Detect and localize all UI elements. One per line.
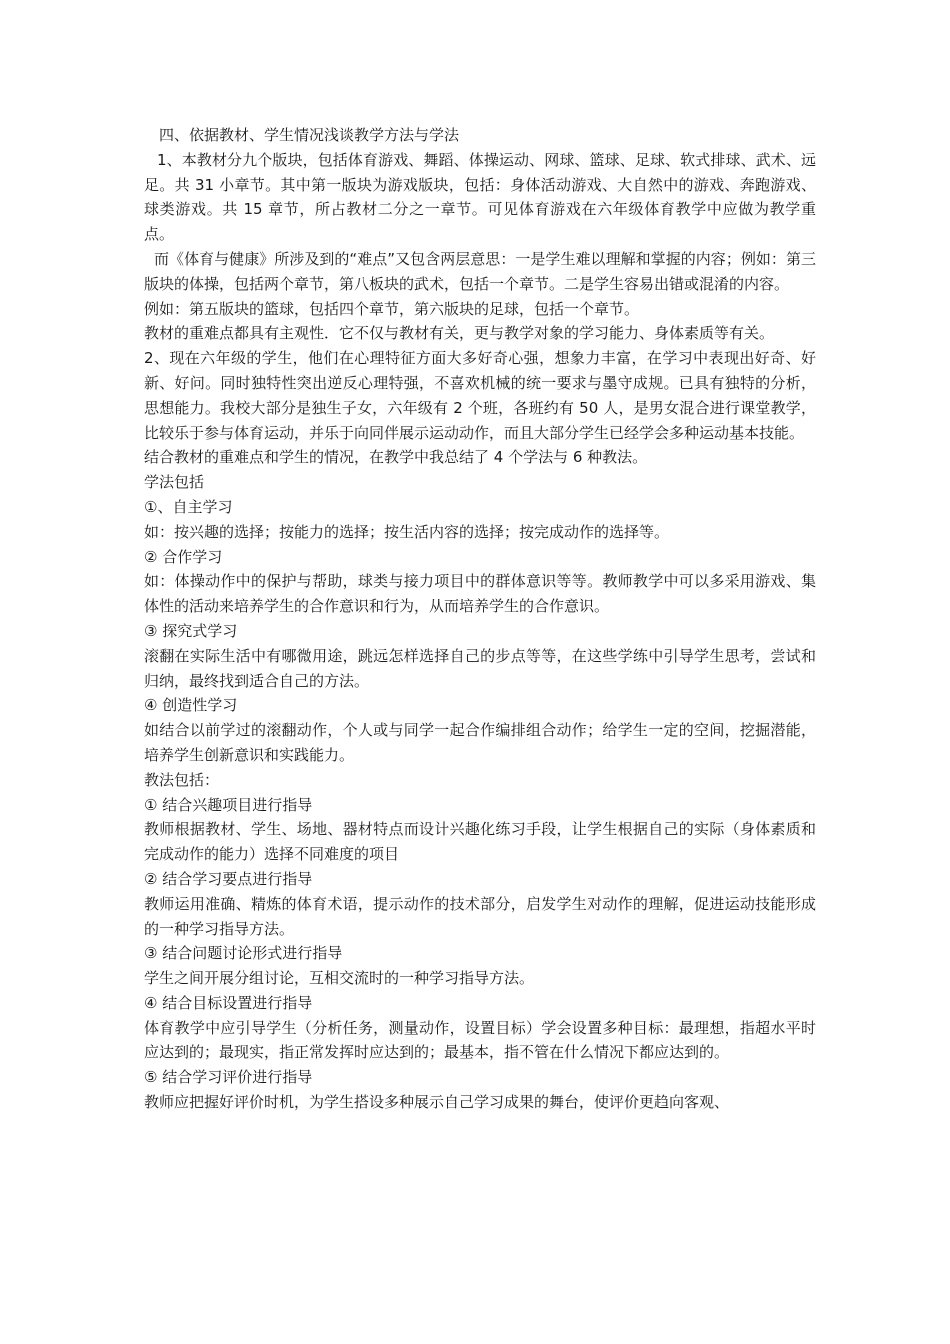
section-heading: 四、依据教材、学生情况浅谈教学方法与学法 (159, 126, 460, 144)
document-body (144, 123, 816, 1115)
learning-method-1-title: ①、自主学习 (144, 497, 233, 516)
learning-method-1-body: 如：按兴趣的选择；按能力的选择；按生活内容的选择；按完成动作的选择等。 (144, 522, 670, 541)
paragraph-summary: 结合教材的重难点和学生的情况，在教学中我总结了 4 个学法与 6 种教法。 (144, 448, 648, 467)
teaching-methods-heading: 教法包括： (144, 770, 220, 789)
teaching-method-2-body: 教师运用准确、精炼的体育术语，提示动作的技术部分，启发学生对动作的理解，促进运动技能形成的一种学习指导方法。 (144, 894, 816, 938)
learning-method-2-body: 如：体操动作中的保护与帮助，球类与接力项目中的群体意识等等。教师教学中可以多采用游戏、集体性的活动来培养学生的合作意识和行为，从而培养学生的合作意识。 (144, 572, 816, 616)
teaching-method-1-title: ① 结合兴趣项目进行指导 (144, 795, 313, 814)
learning-method-4-title: ④ 创造性学习 (144, 696, 238, 715)
learning-method-4-body: 如结合以前学过的滚翻动作，个人或与同学一起合作编排组合动作；给学生一定的空间，挖掘潜能，培养学生创新意识和实践能力。 (144, 721, 816, 764)
teaching-method-3-body: 学生之间开展分组讨论，互相交流时的一种学习指导方法。 (144, 969, 535, 988)
learning-method-3-title: ③ 探究式学习 (144, 621, 238, 640)
teaching-method-4-body: 体育教学中应引导学生（分析任务，测量动作，设置目标）学会设置多种目标：最理想，指超水平时应达到的；最现实，指正常发挥时应达到的；最基本，指不管在什么情况下都应达到的。 (144, 1018, 816, 1062)
teaching-method-3-title: ③ 结合问题讨论形式进行指导 (144, 944, 343, 963)
learning-methods-heading: 学法包括 (144, 473, 205, 492)
paragraph-textbook-overview: 1、本教材分九个版块，包括体育游戏、舞蹈、体操运动、网球、篮球、足球、软式排球、武术、远足。共 31 小章节。其中第一版块为游戏版块，包括：身体活动游戏、大自然中的游戏、奔跑游戏、球类游戏。共 15 章节，所占教材二分之一章节。可见体育游戏在六年级体育教学中应做为教学重点。 (144, 150, 816, 244)
learning-method-2-title: ② 合作学习 (144, 547, 223, 566)
paragraph-example: 例如：第五版块的篮球，包括四个章节，第六版块的足球，包括一个章节。 (144, 299, 640, 318)
teaching-method-1-body: 教师根据教材、学生、场地、器材特点而设计兴趣化练习手段，让学生根据自己的实际（身体素质和完成动作的能力）选择不同难度的项目 (144, 820, 816, 864)
teaching-method-4-title: ④ 结合目标设置进行指导 (144, 993, 313, 1012)
paragraph-students: 2、现在六年级的学生，他们在心理特征方面大多好奇心强，想象力丰富，在学习中表现出好奇、好新、好问。同时独特性突出逆反心理特强，不喜欢机械的统一要求与墨守成规。已具有独特的分析，思想能力。我校大部分是独生子女，六年级有 2 个班，各班约有 50 人，是男女混合进行课堂教学，比较乐于参与体育运动，并乐于向同伴展示运动动作，而且大部分学生已经学会多种运动基本技能。 (144, 349, 816, 442)
paragraph-difficulties: 而《体育与健康》所涉及到的“难点”又包含两层意思：一是学生难以理解和掌握的内容；例如：第三版块的体操，包括两个章节，第八板块的武术，包括一个章节。二是学生容易出错或混淆的内容。 (144, 249, 816, 293)
learning-method-3-body: 滚翻在实际生活中有哪微用途，跳远怎样选择自己的步点等等，在这些学练中引导学生思考，尝试和归纳，最终找到适合自己的方法。 (144, 646, 816, 690)
teaching-method-5-body: 教师应把握好评价时机，为学生搭设多种展示自己学习成果的舞台，使评价更趋向客观、 (144, 1093, 730, 1112)
paragraph-subjectivity: 教材的重难点都具有主观性．它不仅与教材有关，更与教学对象的学习能力、身体素质等有关。 (144, 324, 775, 343)
teaching-method-2-title: ② 结合学习要点进行指导 (144, 869, 313, 888)
teaching-method-5-title: ⑤ 结合学习评价进行指导 (144, 1068, 313, 1087)
